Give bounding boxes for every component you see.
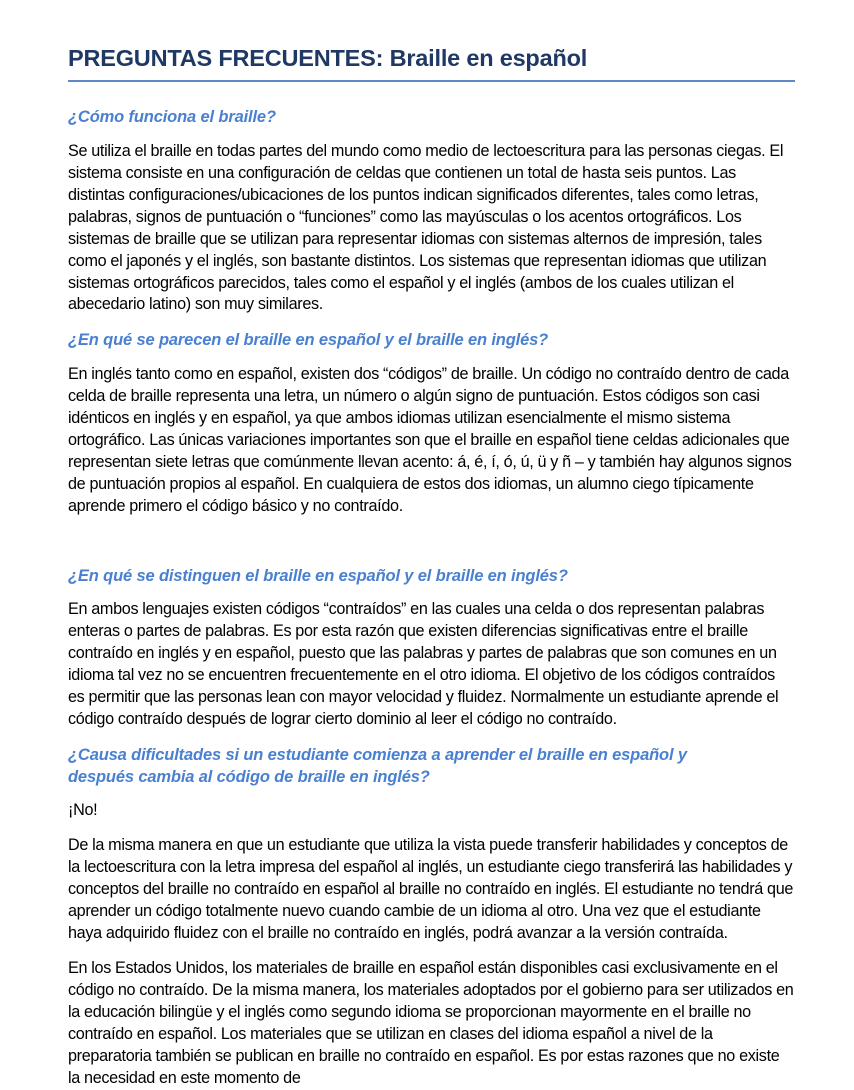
spacer [68,788,795,800]
page-title: PREGUNTAS FRECUENTES: Braille en español [68,45,588,71]
section-como-funciona [68,107,795,316]
spacer [68,518,795,566]
section-paragraph: ¡No! [68,801,98,820]
section-se-distinguen [68,566,795,731]
spacer [68,731,795,745]
spacer [68,129,795,141]
section-paragraph: De la misma manera en que un estudiante que utiliza la vista puede transferir habilidades y conceptos de la lectoescritura con la letra impresa del español al inglés, un estudiante ciego transferirá las habilidades y conceptos del braille no contraído en español al braille no contraído en inglés. El estudiante no tendrá que aprender un código totalmente nuevo cuando cambie de un idioma al otro. Una vez que el estudiante haya adquirido fluidez con el braille no contraído en inglés, podrá avanzar a la versión contraída. [68,836,794,943]
section-paragraph: En ambos lenguajes existen códigos “contraídos” en las cuales una celda o dos representan palabras enteras o partes de palabras. Es por esta razón que existen diferencias significativas entre el braille contraído en inglés y en español, puesto que las palabras y partes de palabras que son comunes en un idioma tal vez no se encuentren frecuentemente en el otro idioma. El objetivo de los códigos contraídos es permitir que las personas lean con mayor velocidad y fluidez. Normalmente un estudiante aprende el código contraído después de lograr cierto dominio al leer el código no contraído. [68,600,779,729]
section-heading: ¿Cómo funciona el braille? [68,108,276,127]
spacer [68,945,795,958]
section-causa-dificultades [68,745,795,1090]
spacer [68,316,795,330]
section-heading-line-1: ¿Causa dificultades si un estudiante comienza a aprender el braille en español y [68,746,687,765]
section-heading: ¿En qué se distinguen el braille en español y el braille en inglés? [68,566,568,585]
section-heading [68,745,795,788]
section-paragraph: Se utiliza el braille en todas partes del mundo como medio de lectoescritura para las personas ciegas. El sistema consiste en una configuración de celdas que contienen un total de hasta seis puntos. Las distintas configuraciones/ubicaciones de los puntos indican significados diferentes, tales como letras, palabras, signos de puntuación o “funciones” como las mayúsculas o los acentos ortográficos. Los sistemas de braille que se utilizan para representar idiomas con sistemas alternos de impresión, tales como el japonés y el inglés, son bastante distintos. Los sistemas que representan idiomas que utilizan sistemas ortográficos parecidos, tales como el español y el inglés (ambos de los cuales utilizan el abecedario latino) son muy similares. [68,141,784,314]
section-se-parecen [68,330,795,517]
section-heading: ¿En qué se parecen el braille en español y el braille en inglés? [68,331,549,350]
spacer [68,822,795,835]
spacer [68,82,795,107]
spacer [68,587,795,599]
spacer [68,352,795,364]
section-paragraph: En inglés tanto como en español, existen dos “códigos” de braille. Un código no contraído dentro de cada celda de braille representa una letra, un número o algún signo de puntuación. Estos códigos son casi idénticos en inglés y en español, ya que ambos idiomas utilizan esencialmente el mismo sistema ortográfico. Las únicas variaciones importantes son que el braille en español tiene celdas adicionales que representan siete letras que comúnmente llevan acento: á, é, í, ó, ú, ü y ñ – y también hay algunos signos de puntuación propios al español. En cualquiera de estos dos idiomas, un alumno ciego típicamente aprende primero el código básico y no contraído. [68,365,792,515]
section-paragraph: En los Estados Unidos, los materiales de braille en español están disponibles casi exclusivamente en el código no contraído. De la misma manera, los materiales adoptados por el gobierno para ser utilizados en la educación bilingüe y el inglés como segundo idioma se proporcionan mayormente en el braille no contraído en español. Los materiales que se utilizan en clases del idioma español a nivel de la preparatoria también se publican en braille no contraído en español. Es por estas razones que no existe la necesidad en este momento de [68,958,794,1087]
section-heading-line-2: después cambia al código de braille en inglés? [68,767,430,786]
